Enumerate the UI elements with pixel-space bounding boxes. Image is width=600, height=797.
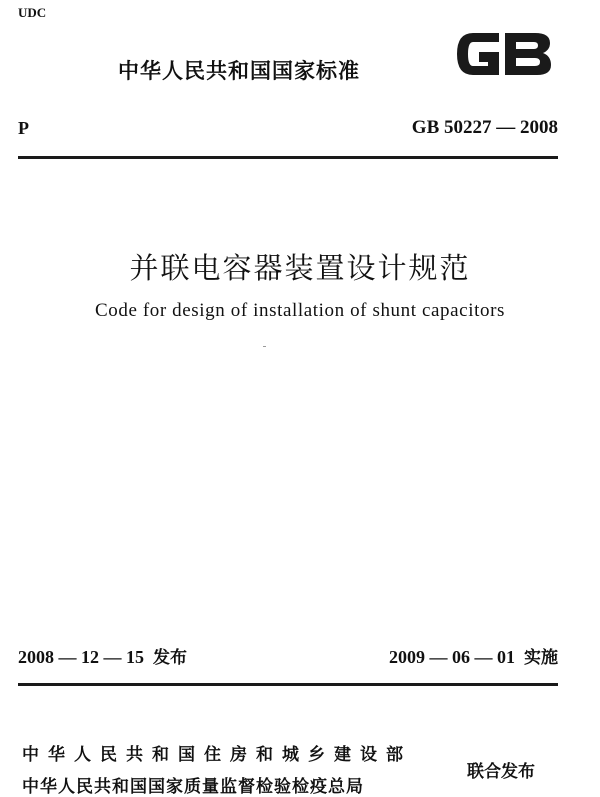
issuer-quality-supervision: 中华人民共和国国家质量监督检验检疫总局 xyxy=(22,777,364,797)
top-divider xyxy=(18,156,558,159)
category-code: P xyxy=(18,118,29,138)
bottom-divider xyxy=(18,683,558,686)
implement-date: 2009 — 06 — 01 xyxy=(389,647,515,667)
issue-date-line xyxy=(18,643,187,668)
national-standard-label: 中华人民共和国国家标准 xyxy=(118,59,360,83)
issuer-ministry-housing: 中华人民共和国住房和城乡建设部 xyxy=(22,745,412,765)
joint-issue-label: 联合发布 xyxy=(467,762,535,782)
implement-label: 实施 xyxy=(524,648,558,668)
implement-date-line xyxy=(389,643,558,668)
standard-number: GB 50227 — 2008 xyxy=(411,117,558,138)
title-chinese: 并联电容器装置设计规范 xyxy=(129,251,471,285)
udc-label: UDC xyxy=(18,5,47,20)
title-english: Code for design of installation of shunt capacitors xyxy=(95,300,505,321)
scan-speck xyxy=(263,346,266,347)
issue-label: 发布 xyxy=(153,648,187,668)
issue-date: 2008 — 12 — 15 xyxy=(18,647,144,667)
gb-logo xyxy=(451,24,556,84)
